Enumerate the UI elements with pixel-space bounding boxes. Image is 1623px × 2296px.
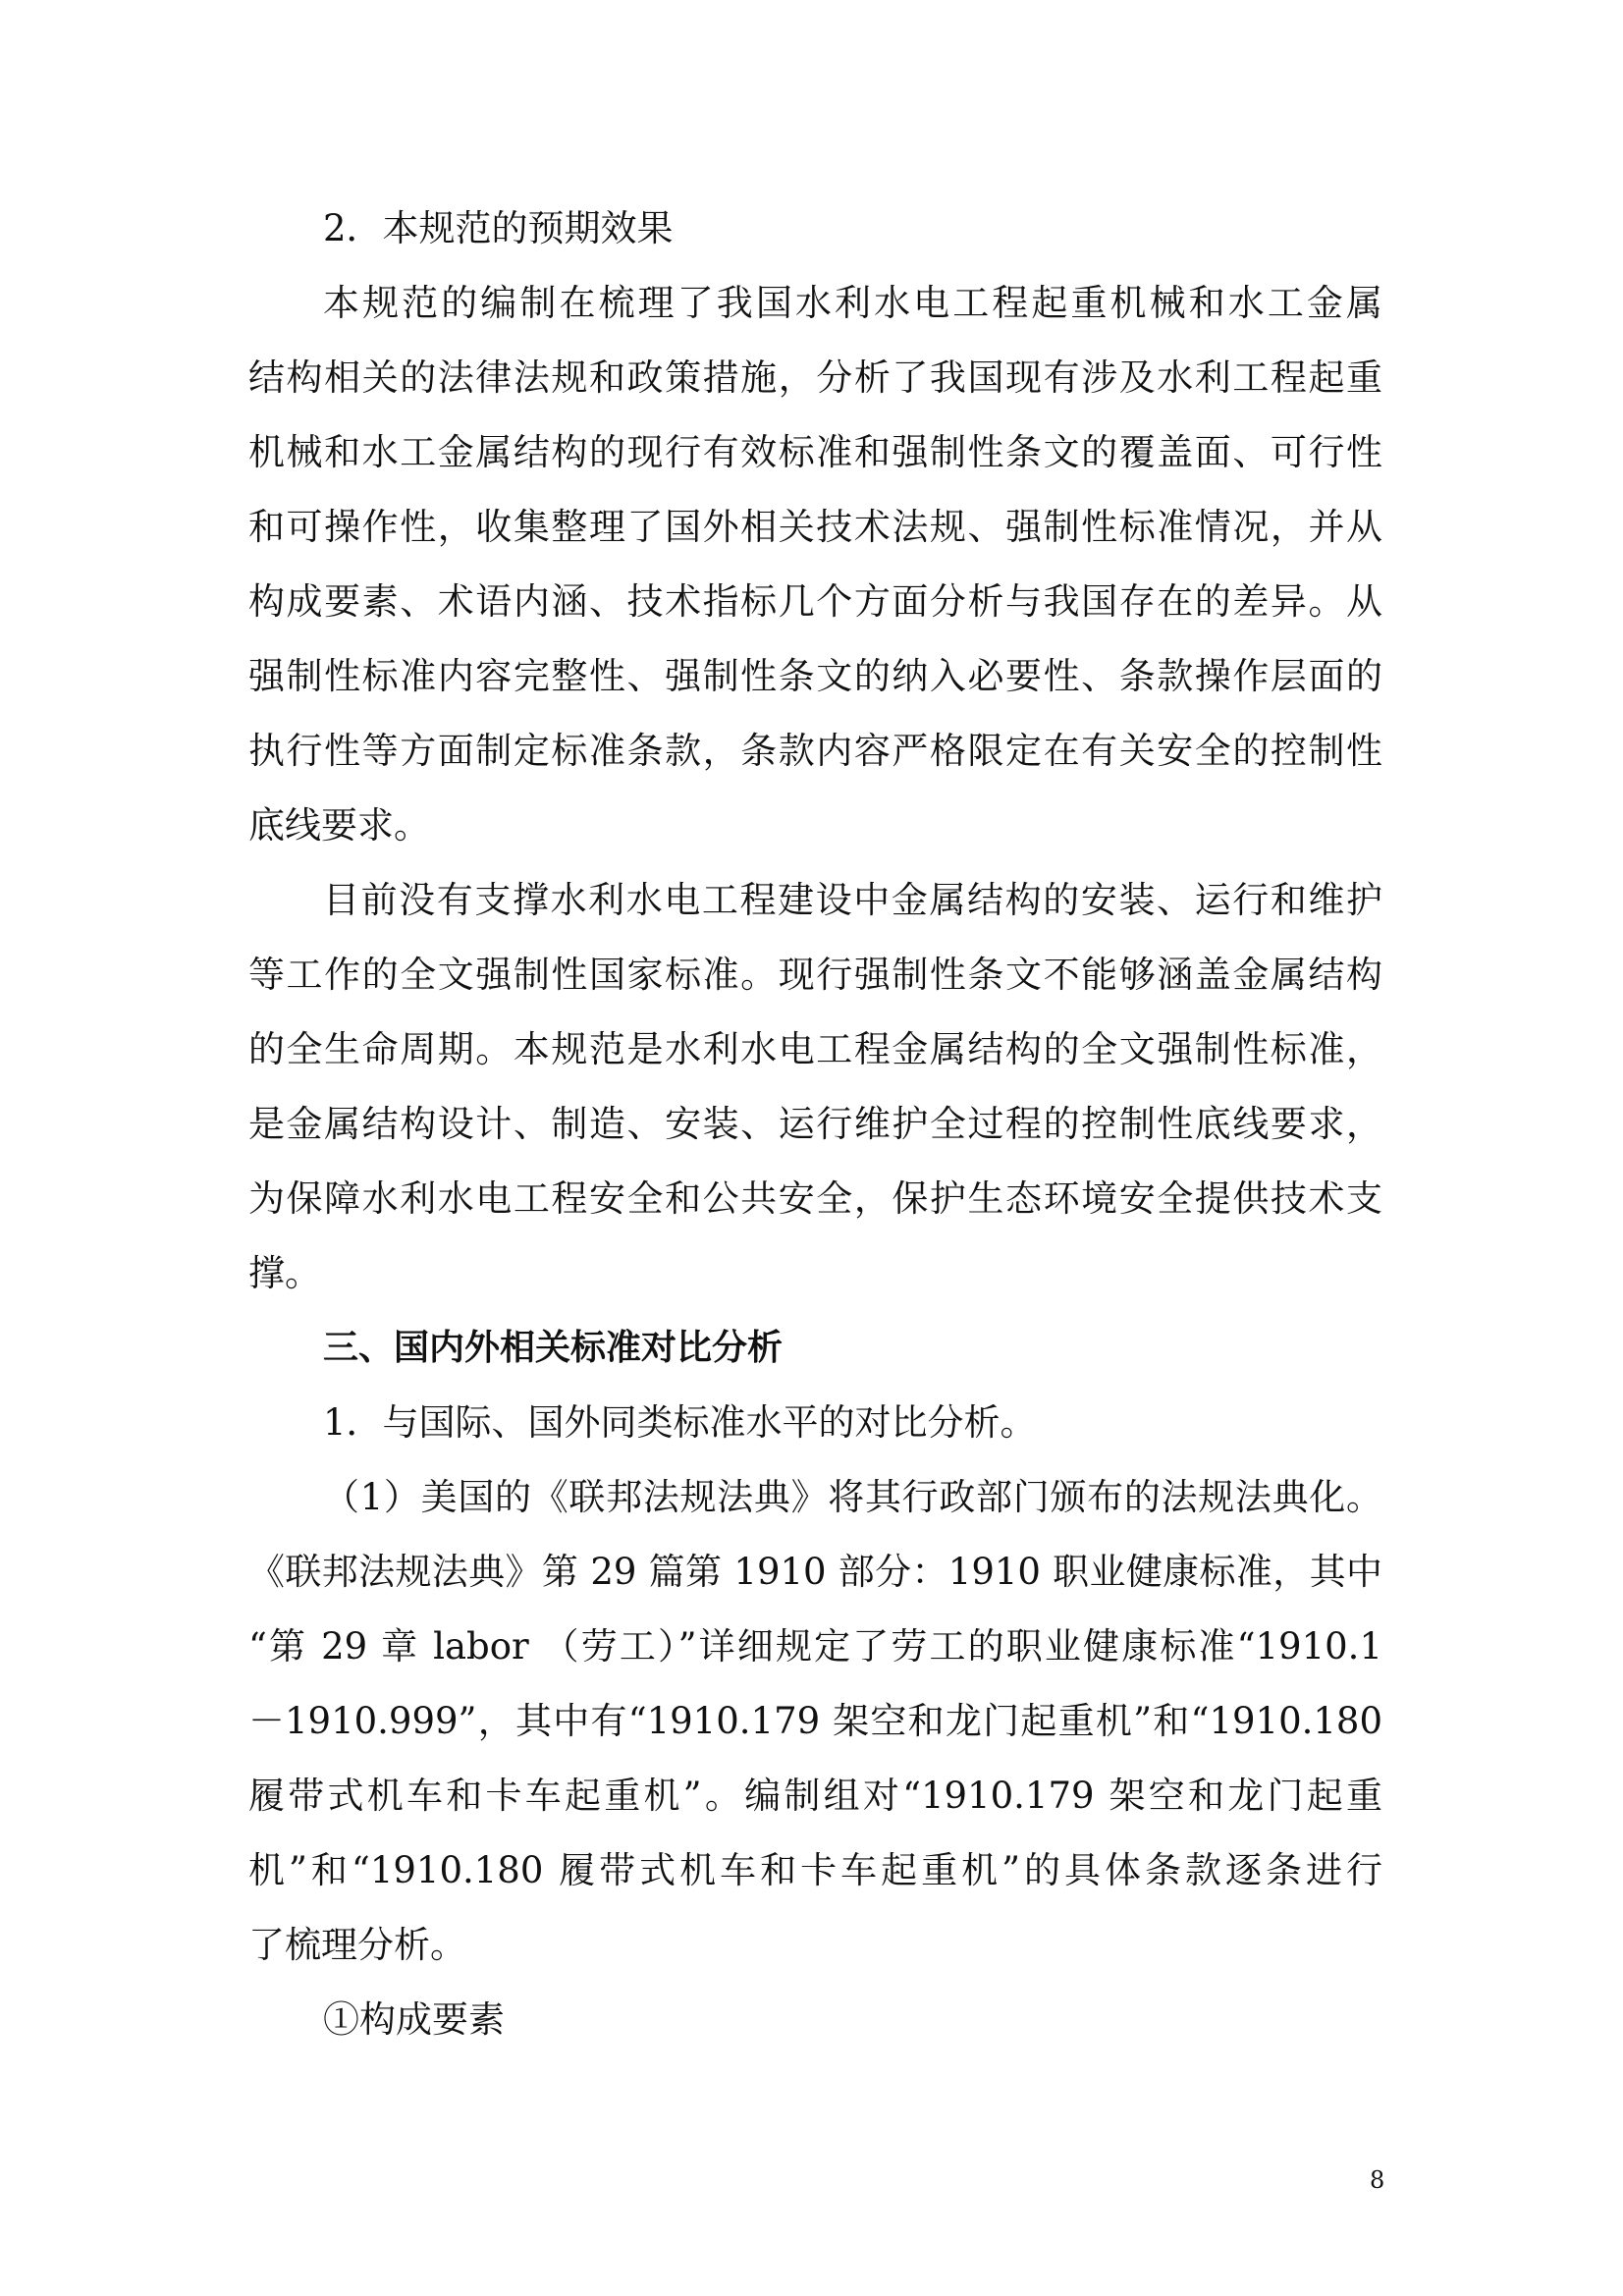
paragraph-line: 执行性等方面制定标准条款，条款内容严格限定在有关安全的控制性 xyxy=(248,730,1382,772)
paragraph-line: 构成要素、术语内涵、技术指标几个方面分析与我国存在的差异。从 xyxy=(248,580,1382,623)
paragraph-line: 本规范的编制在梳理了我国水利水电工程起重机械和水工金属 xyxy=(323,282,1382,324)
paragraph-line: －1910.999”，其中有“1910.179 架空和龙门起重机”和“1910.180 xyxy=(248,1700,1382,1742)
paragraph-line: 的全生命周期。本规范是水利水电工程金属结构的全文强制性标准， xyxy=(248,1028,1382,1070)
paragraph-line: 机”和“1910.180 履带式机车和卡车起重机”的具体条款逐条进行 xyxy=(248,1849,1382,1891)
paragraph-line: 和可操作性，收集整理了国外相关技术法规、强制性标准情况，并从 xyxy=(248,506,1382,548)
paragraph-line: 目前没有支撑水利水电工程建设中金属结构的安装、运行和维护 xyxy=(323,879,1382,921)
paragraph-line: 结构相关的法律法规和政策措施，分析了我国现有涉及水利工程起重 xyxy=(248,356,1382,399)
page-number: 8 xyxy=(1370,2166,1385,2194)
paragraph-line: 《联邦法规法典》第 29 篇第 1910 部分：1910 职业健康标准，其中 xyxy=(248,1551,1382,1593)
paragraph-line: （1）美国的《联邦法规法典》将其行政部门颁布的法规法典化。 xyxy=(323,1476,1382,1518)
section-subheading: 2．本规范的预期效果 xyxy=(323,207,674,249)
paragraph-line: 机械和水工金属结构的现行有效标准和强制性条文的覆盖面、可行性 xyxy=(248,431,1382,473)
section-heading: 三、国内外相关标准对比分析 xyxy=(323,1328,784,1368)
document-body xyxy=(248,191,1382,2057)
paragraph-line: 撑。 xyxy=(248,1252,321,1294)
paragraph-line: 为保障水利水电工程安全和公共安全，保护生态环境安全提供技术支 xyxy=(248,1177,1382,1220)
paragraph-line: 强制性标准内容完整性、强制性条文的纳入必要性、条款操作层面的 xyxy=(248,655,1382,697)
paragraph-line: 是金属结构设计、制造、安装、运行维护全过程的控制性底线要求， xyxy=(248,1103,1382,1145)
paragraph-line: 等工作的全文强制性国家标准。现行强制性条文不能够涵盖金属结构 xyxy=(248,954,1382,996)
paragraph-line: 了梳理分析。 xyxy=(248,1924,466,1966)
paragraph-line: “第 29 章 labor （劳工）”详细规定了劳工的职业健康标准“1910.1 xyxy=(248,1625,1382,1667)
list-item-heading: ①构成要素 xyxy=(323,1998,505,2041)
paragraph-line: 履带式机车和卡车起重机”。编制组对“1910.179 架空和龙门起重 xyxy=(248,1775,1382,1817)
section-subheading: 1．与国际、国外同类标准水平的对比分析。 xyxy=(323,1401,1037,1444)
paragraph-line: 底线要求。 xyxy=(248,804,430,847)
